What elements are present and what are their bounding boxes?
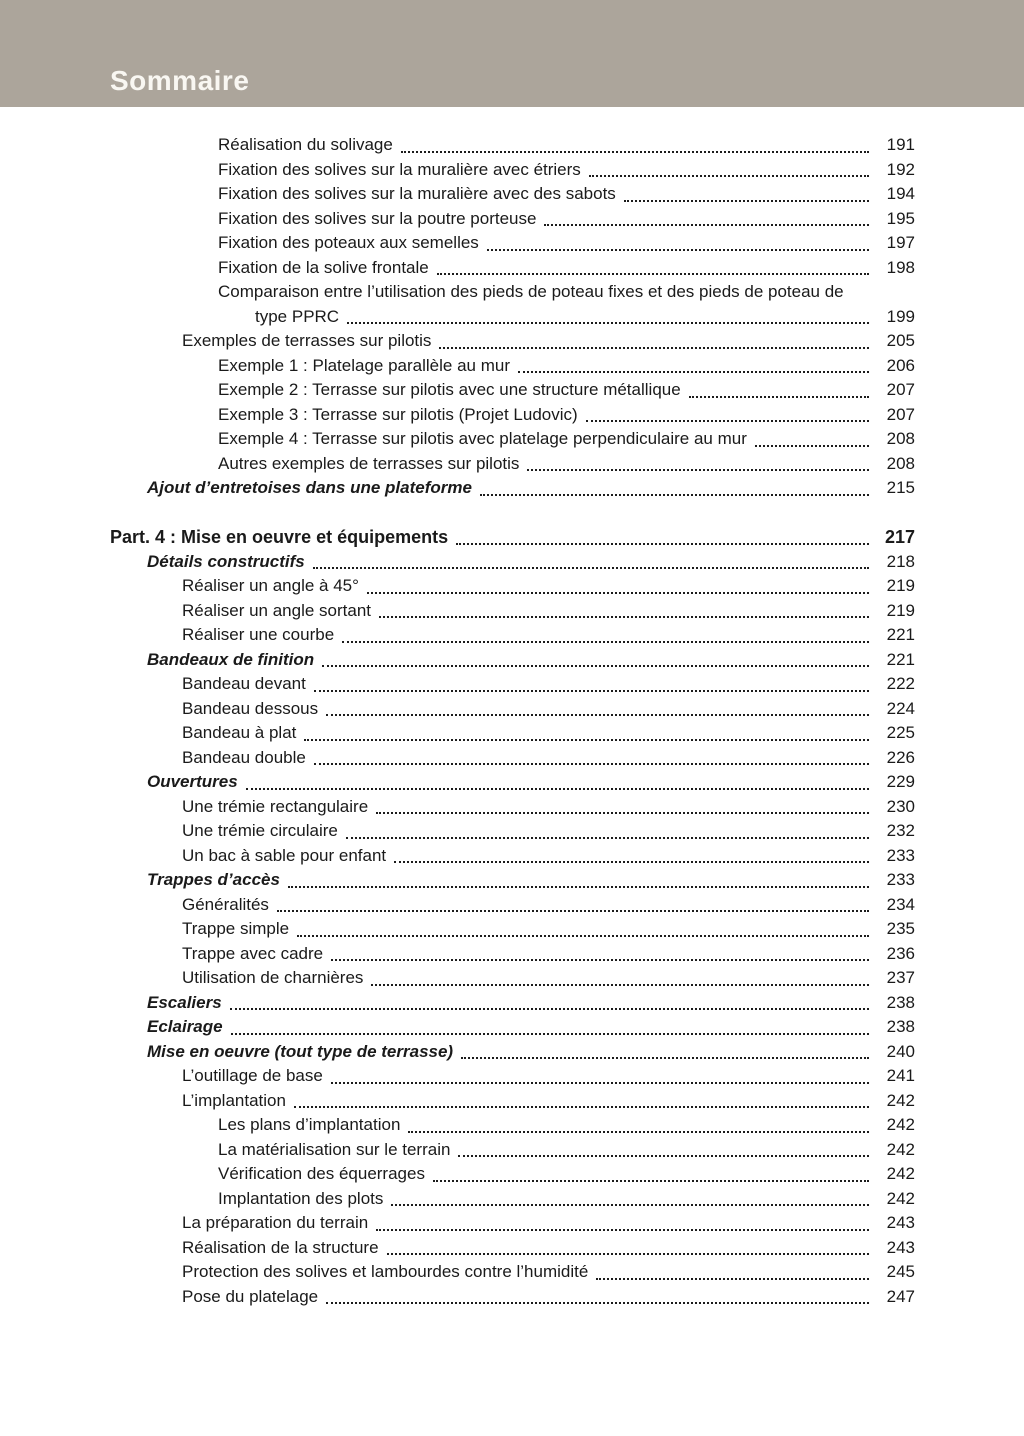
- toc-entry-page: 237: [886, 968, 915, 987]
- toc-entry-label: Un bac à sable pour enfant: [182, 845, 387, 865]
- toc-entry-label: L’implantation: [182, 1090, 286, 1110]
- toc-entry-label: Une trémie rectangulaire: [182, 796, 369, 816]
- toc-entry-page: 197: [886, 233, 915, 252]
- toc-entry-page: 206: [886, 355, 915, 375]
- toc-entry-page: 208: [886, 453, 915, 473]
- toc-entry: [110, 452, 915, 477]
- toc-entry-label: La matérialisation sur le terrain: [218, 1139, 451, 1159]
- toc-entry: [110, 770, 915, 795]
- toc-entry-label: Trappe avec cadre: [182, 943, 324, 963]
- toc-entry-page: 215: [886, 478, 915, 497]
- toc-entry-label: Fixation des solives sur la muralière avec des sabots: [218, 184, 616, 203]
- toc-entry: [110, 550, 915, 575]
- toc-entry-label: Réaliser un angle à 45°: [182, 576, 359, 595]
- toc-entry: [110, 672, 915, 697]
- toc-entry-label: Fixation des solives sur la muralière avec étriers: [218, 159, 581, 179]
- toc-entry-page: 218: [886, 551, 915, 571]
- toc-entry-label: La préparation du terrain: [182, 1213, 369, 1232]
- dotted-leader: [408, 1131, 869, 1133]
- toc-entry-page: 191: [886, 135, 915, 154]
- toc-entry-label: Une trémie circulaire: [182, 821, 338, 840]
- dotted-leader: [518, 371, 869, 373]
- dotted-leader: [480, 494, 869, 496]
- toc-entry-page: 232: [886, 821, 915, 840]
- dotted-leader: [379, 616, 869, 618]
- toc-entry-page: 222: [886, 674, 915, 693]
- toc-entry-label: Implantation des plots: [218, 1188, 384, 1208]
- toc-entry-label: Part. 4 : Mise en oeuvre et équipements: [110, 527, 449, 547]
- page-title: Sommaire: [110, 65, 250, 96]
- toc-entry-label: Exemple 1 : Platelage parallèle au mur: [218, 355, 510, 375]
- toc-entry: [110, 795, 915, 820]
- dotted-leader: [456, 543, 869, 545]
- dotted-leader: [437, 273, 869, 275]
- toc-entry: [110, 1236, 915, 1261]
- toc-entry: [110, 305, 915, 330]
- toc-entry-page: 225: [886, 723, 915, 742]
- toc-entry-page: 242: [886, 1115, 915, 1134]
- toc-entry-label: Bandeau à plat: [182, 723, 297, 742]
- dotted-leader: [544, 224, 869, 226]
- dotted-leader: [322, 665, 869, 667]
- toc-entry: [110, 1187, 915, 1212]
- toc-entry: [110, 697, 915, 722]
- toc-entry: [110, 256, 915, 281]
- toc-entry-label: Fixation des poteaux aux semelles: [218, 233, 479, 252]
- dotted-leader: [487, 249, 869, 251]
- toc-entry: [110, 1162, 915, 1187]
- dotted-leader: [596, 1278, 869, 1280]
- dotted-leader: [367, 592, 869, 594]
- toc-entry-page: 233: [886, 845, 915, 865]
- toc-entry: [110, 746, 915, 771]
- dotted-leader: [326, 714, 869, 716]
- toc-entry-label: Fixation des solives sur la poutre porteuse: [218, 208, 537, 228]
- dotted-leader: [458, 1155, 869, 1157]
- toc-entry: [110, 280, 915, 305]
- toc-entry: [110, 476, 915, 501]
- toc-entry-label: Réaliser une courbe: [182, 625, 335, 644]
- dotted-leader: [589, 175, 869, 177]
- toc-entry: [110, 721, 915, 746]
- toc-entry-label: Bandeau devant: [182, 674, 306, 693]
- dotted-leader: [401, 151, 869, 153]
- dotted-leader: [689, 396, 869, 398]
- toc-entry: [110, 648, 915, 673]
- toc-entry: [110, 893, 915, 918]
- toc-entry-page: 240: [886, 1041, 915, 1061]
- toc-entry-label: Eclairage: [147, 1017, 223, 1036]
- toc-entry: [110, 329, 915, 354]
- toc-entry-label: Fixation de la solive frontale: [218, 257, 429, 277]
- toc-entry-label: Exemple 4 : Terrasse sur pilotis avec platelage perpendiculaire au mur: [218, 429, 747, 448]
- toc-entry-label: Trappe simple: [182, 919, 290, 938]
- toc-page: [110, 133, 915, 1309]
- toc-entry: [110, 942, 915, 967]
- toc-entry-label: Exemple 2 : Terrasse sur pilotis avec une structure métallique: [218, 380, 681, 399]
- toc-entry-page: 233: [886, 870, 915, 889]
- dotted-leader: [347, 322, 869, 324]
- toc-entry: [110, 966, 915, 991]
- toc-entry-label: Pose du platelage: [182, 1286, 319, 1306]
- dotted-leader: [391, 1204, 869, 1206]
- toc-entry-label: L’outillage de base: [182, 1066, 323, 1085]
- toc-entry: [110, 182, 915, 207]
- toc-entry-label: Bandeau dessous: [182, 698, 319, 718]
- toc-entry: [110, 991, 915, 1016]
- toc-entry-label: Utilisation de charnières: [182, 968, 364, 987]
- dotted-leader: [288, 886, 869, 888]
- toc-entry-page: 230: [886, 796, 915, 816]
- toc-entry-page: 192: [886, 159, 915, 179]
- toc-spacer: [110, 501, 915, 526]
- dotted-leader: [346, 837, 869, 839]
- dotted-leader: [624, 200, 869, 202]
- toc-entry-page: 242: [886, 1188, 915, 1208]
- toc-entry: [110, 403, 915, 428]
- toc-entry-page: 242: [886, 1164, 915, 1183]
- dotted-leader: [376, 1229, 869, 1231]
- dotted-leader: [231, 1033, 869, 1035]
- dotted-leader: [230, 1008, 869, 1010]
- toc-entry-page: 208: [886, 429, 915, 448]
- toc-entry-page: 242: [886, 1139, 915, 1159]
- toc-entry: [110, 1015, 915, 1040]
- toc-entry: [110, 207, 915, 232]
- toc-entry-page: 242: [886, 1090, 915, 1110]
- toc-entry-page: 226: [886, 747, 915, 767]
- toc-entry: [110, 133, 915, 158]
- toc-entry-page: 198: [886, 257, 915, 277]
- page-header: [0, 0, 1024, 107]
- toc-entry: [110, 158, 915, 183]
- toc-entry-label: Réalisation de la structure: [182, 1237, 379, 1257]
- toc-entry-page: 247: [886, 1286, 915, 1306]
- dotted-leader: [304, 739, 869, 741]
- dotted-leader: [313, 567, 869, 569]
- toc-entry: [110, 917, 915, 942]
- toc-entry-label: Les plans d’implantation: [218, 1115, 401, 1134]
- toc-entry: [110, 599, 915, 624]
- toc-entry: [110, 1138, 915, 1163]
- toc-entry-page: 205: [886, 331, 915, 350]
- dotted-leader: [376, 812, 869, 814]
- toc-entry-label: Réalisation du solivage: [218, 135, 393, 154]
- dotted-leader: [342, 641, 869, 643]
- toc-entry: [110, 1064, 915, 1089]
- toc-entry: [110, 574, 915, 599]
- dotted-leader: [314, 690, 869, 692]
- toc-entry: [110, 1260, 915, 1285]
- dotted-leader: [527, 469, 869, 471]
- toc-entry: [110, 1211, 915, 1236]
- toc-entry: [110, 1285, 915, 1310]
- dotted-leader: [387, 1253, 869, 1255]
- toc-entry-page: 199: [886, 306, 915, 326]
- dotted-leader: [326, 1302, 869, 1304]
- toc-entry-page: 194: [886, 184, 915, 203]
- dotted-leader: [246, 788, 869, 790]
- toc-entry: [110, 231, 915, 256]
- toc-entry-page: 217: [884, 527, 915, 547]
- toc-entry-label: Exemple 3 : Terrasse sur pilotis (Projet Ludovic): [218, 404, 578, 424]
- toc-entry-label: Vérification des équerrages: [218, 1164, 425, 1183]
- toc-entry-page: 241: [886, 1066, 915, 1085]
- dotted-leader: [294, 1106, 869, 1108]
- toc-entry-label: Autres exemples de terrasses sur pilotis: [218, 453, 520, 473]
- dotted-leader: [314, 763, 869, 765]
- toc-entry-page: 236: [886, 943, 915, 963]
- toc-entry-label: Comparaison entre l’utilisation des pieds de poteau fixes et des pieds de poteau de: [218, 282, 844, 301]
- dotted-leader: [297, 935, 869, 937]
- dotted-leader: [755, 445, 869, 447]
- toc-entry-page: 219: [886, 600, 915, 620]
- dotted-leader: [439, 347, 869, 349]
- toc-entry-page: 224: [886, 698, 915, 718]
- toc-entry: [110, 1040, 915, 1065]
- toc-entry-label: Ouvertures: [147, 772, 238, 791]
- toc-list: [110, 133, 915, 1309]
- toc-entry-page: 207: [886, 380, 915, 399]
- toc-entry: [110, 378, 915, 403]
- toc-entry-label: Généralités: [182, 894, 269, 914]
- toc-entry-page: 221: [886, 625, 915, 644]
- toc-entry-label: Bandeau double: [182, 747, 306, 767]
- toc-entry-label: Détails constructifs: [147, 551, 305, 571]
- toc-entry: [110, 868, 915, 893]
- toc-entry-page: 195: [886, 208, 915, 228]
- toc-entry: [110, 844, 915, 869]
- toc-entry-label: Exemples de terrasses sur pilotis: [182, 331, 432, 350]
- toc-entry-page: 235: [886, 919, 915, 938]
- toc-entry-label: Ajout d’entretoises dans une plateforme: [147, 478, 472, 497]
- toc-entry-label: Bandeaux de finition: [147, 649, 315, 669]
- toc-entry-page: 243: [886, 1237, 915, 1257]
- dotted-leader: [371, 984, 869, 986]
- dotted-leader: [461, 1057, 869, 1059]
- toc-entry-page: 221: [886, 649, 915, 669]
- dotted-leader: [331, 959, 869, 961]
- toc-entry-label: Protection des solives et lambourdes contre l’humidité: [182, 1262, 589, 1281]
- toc-entry: [110, 1089, 915, 1114]
- toc-entry-page: 238: [886, 1017, 915, 1036]
- dotted-leader: [394, 861, 869, 863]
- toc-entry: [110, 525, 915, 550]
- toc-entry: [110, 623, 915, 648]
- dotted-leader: [586, 420, 869, 422]
- toc-entry-page: 234: [886, 894, 915, 914]
- toc-entry-page: 219: [886, 576, 915, 595]
- toc-entry-page: 243: [886, 1213, 915, 1232]
- dotted-leader: [331, 1082, 869, 1084]
- toc-entry-page: 238: [886, 992, 915, 1012]
- toc-entry: [110, 427, 915, 452]
- toc-entry: [110, 354, 915, 379]
- toc-entry-label: type PPRC: [255, 306, 340, 326]
- toc-entry-label: Trappes d’accès: [147, 870, 280, 889]
- dotted-leader: [277, 910, 869, 912]
- toc-entry: [110, 819, 915, 844]
- dotted-leader: [433, 1180, 869, 1182]
- toc-entry-page: 245: [886, 1262, 915, 1281]
- toc-entry-page: 207: [886, 404, 915, 424]
- toc-entry-label: Escaliers: [147, 992, 222, 1012]
- toc-entry-page: 229: [886, 772, 915, 791]
- toc-entry-label: Mise en oeuvre (tout type de terrasse): [147, 1041, 454, 1061]
- toc-entry: [110, 1113, 915, 1138]
- toc-entry-label: Réaliser un angle sortant: [182, 600, 372, 620]
